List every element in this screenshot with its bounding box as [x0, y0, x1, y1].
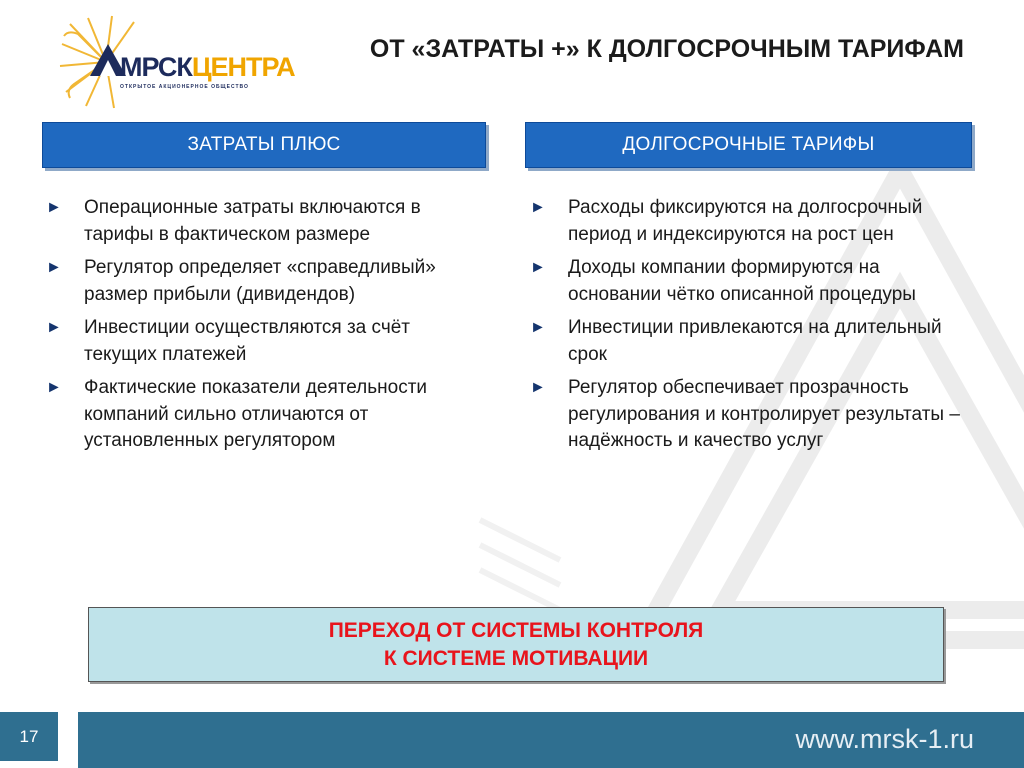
list-item — [530, 195, 970, 248]
website-url: www.mrsk-1.ru — [795, 724, 974, 754]
page-number: 17 — [0, 712, 58, 761]
list-item-text: Фактические показатели деятельности компаний сильно отличаются от установленных регулятором — [84, 377, 428, 451]
bullet-arrow-icon: ► — [46, 199, 62, 216]
list-item — [530, 315, 970, 368]
list-item-text: Доходы компании формируются на основании чётко описанной процедуры — [568, 257, 916, 305]
logo-wordmark — [120, 52, 295, 83]
list-item-text: Инвестиции осуществляются за счёт текущих платежей — [84, 317, 410, 365]
bullet-arrow-icon: ► — [530, 319, 546, 336]
right-column-header: ДОЛГОСРОЧНЫЕ ТАРИФЫ — [525, 122, 972, 168]
bullet-arrow-icon: ► — [530, 379, 546, 396]
list-item-text: Регулятор определяет «справедливый» размер прибыли (дивидендов) — [84, 257, 436, 305]
company-logo — [56, 14, 295, 110]
list-item — [530, 375, 970, 455]
bullet-arrow-icon: ► — [530, 259, 546, 276]
bullet-arrow-icon: ► — [46, 319, 62, 336]
list-item-text: Регулятор обеспечивает прозрачность регулирования и контролирует результаты – надёжность и качество услуг — [568, 377, 960, 451]
bullet-arrow-icon: ► — [46, 259, 62, 276]
bullet-arrow-icon: ► — [530, 199, 546, 216]
logo-name-part2: ЦЕНТРА — [191, 52, 295, 82]
conclusion-callout — [88, 607, 944, 682]
list-item-text: Инвестиции привлекаются на длительный срок — [568, 317, 942, 365]
list-item — [46, 195, 466, 248]
left-bullet-list — [46, 195, 466, 462]
logo-name-part1: МРСК — [120, 52, 192, 82]
list-item — [46, 255, 466, 308]
slide-title: ОТ «ЗАТРАТЫ +» К ДОЛГОСРОЧНЫМ ТАРИФАМ — [369, 35, 964, 63]
right-bullet-list — [530, 195, 970, 462]
list-item — [530, 255, 970, 308]
list-item-text: Операционные затраты включаются в тарифы в фактическом размере — [84, 197, 421, 245]
list-item-text: Расходы фиксируются на долгосрочный период и индексируются на рост цен — [568, 197, 923, 245]
callout-line-2: К СИСТЕМЕ МОТИВАЦИИ — [383, 646, 649, 670]
bullet-arrow-icon: ► — [46, 379, 62, 396]
list-item — [46, 375, 466, 455]
callout-line-1: ПЕРЕХОД ОТ СИСТЕМЫ КОНТРОЛЯ — [328, 618, 704, 642]
logo-subtitle: ОТКРЫТОЕ АКЦИОНЕРНОЕ ОБЩЕСТВО — [120, 84, 249, 90]
footer-bar — [78, 712, 1024, 768]
left-column-header: ЗАТРАТЫ ПЛЮС — [42, 122, 486, 168]
list-item — [46, 315, 466, 368]
